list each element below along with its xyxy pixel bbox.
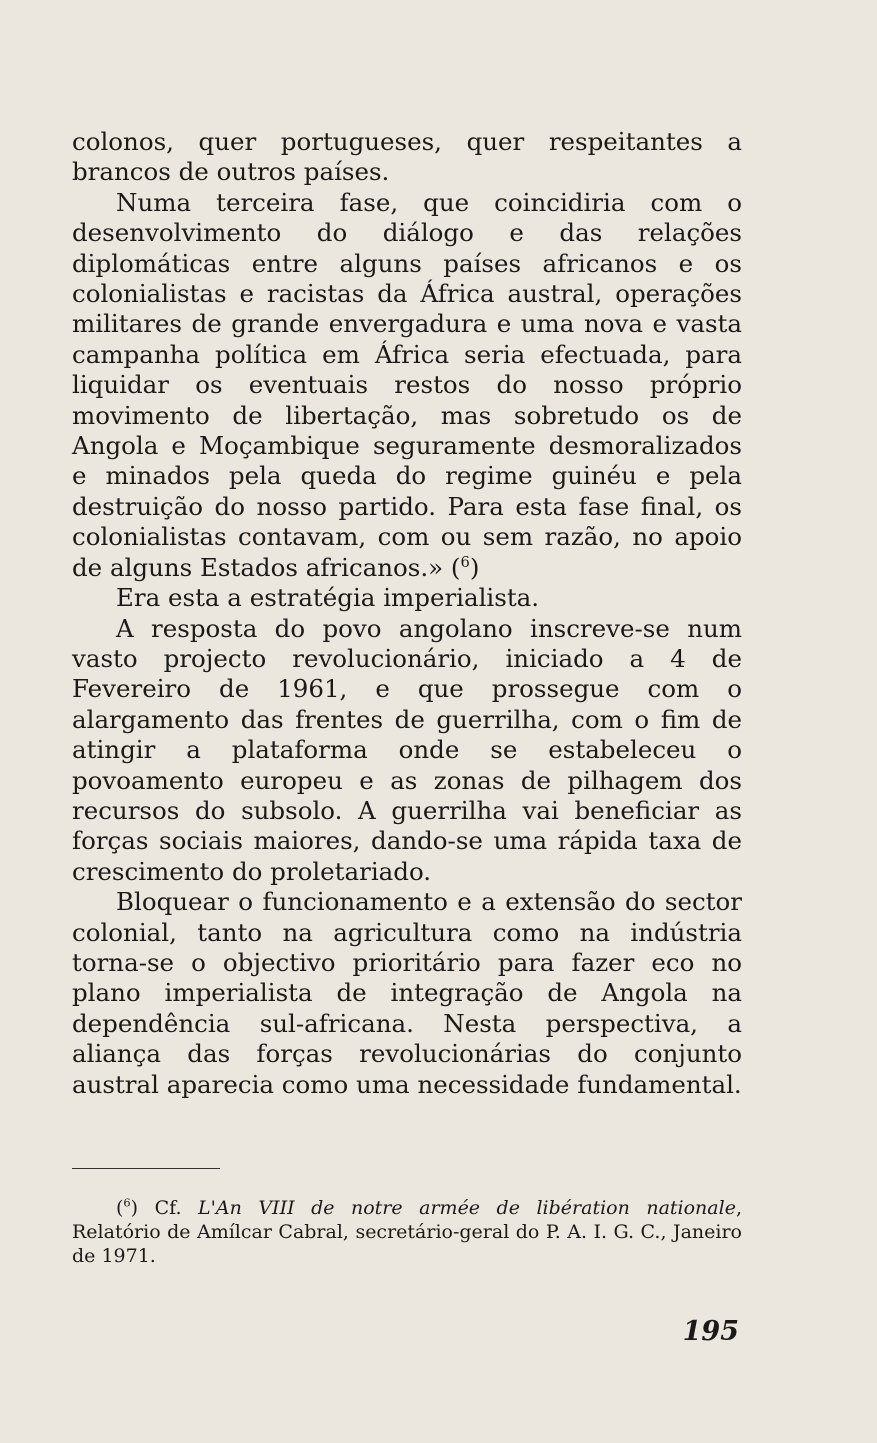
footnote-reference-close: ): [469, 552, 480, 582]
paragraph-5: Bloquear o funcionamento e a extensão do sector colonial, tanto na agricultura como na indústria torna-se o objectivo prioritário para fazer eco no plano imperialista de integração de Angola na dependência sul-africana. Nesta perspectiva, a aliança das forças revolucionárias do conjunto austral aparecia como uma necessidade fundamental.: [72, 887, 742, 1099]
footnote-text: [72, 1196, 742, 1269]
footnote-marker-close: ) Cf.: [130, 1197, 199, 1219]
page-number: 195: [682, 1316, 739, 1347]
body-text: [72, 127, 742, 1100]
footnote-rest: , Relatório de Amílcar Cabral, secretário-geral do P. A. I. G. C., Janeiro de 1971.: [72, 1197, 742, 1268]
footnote-divider: [72, 1168, 220, 1169]
paragraph-4: A resposta do povo angolano inscreve-se num vasto projecto revolucionário, iniciado a 4 de Fevereiro de 1961, e que prossegue com o alargamento das frentes de guerrilha, com o fim de atingir a plataforma onde se estabeleceu o povoamento europeu e as zonas de pilhagem dos recursos do subsolo. A guerrilha vai beneficiar as forças sociais maiores, dando-se uma rápida taxa de crescimento do proletariado.: [72, 613, 742, 886]
footnote-title: L'An VIII de notre armée de libération nationale: [198, 1197, 736, 1219]
footnote-marker-number: 6: [123, 1195, 131, 1210]
paragraph-2-text: Numa terceira fase, que coincidiria com o desenvolvimento do diálogo e das relações diplomáticas entre alguns países africanos e os colonialistas e racistas da África austral, operações militares de grande envergadura e uma nova e vasta campanha política em África seria efectuada, para liquidar os eventuais restos do nosso próprio movimento de libertação, mas sobretudo os de Angola e Moçambique seguramente desmoralizados e minados pela queda do regime guinéu e pela destruição do nosso partido. Para esta fase final, os colonialistas contavam, com ou sem razão, no apoio de alguns Estados africanos.» (: [72, 187, 742, 582]
footnote: [72, 1196, 742, 1269]
footnote-reference[interactable]: 6: [460, 553, 470, 571]
paragraph-2: [72, 188, 742, 583]
paragraph-1: colonos, quer portugueses, quer respeitantes a brancos de outros países.: [72, 127, 742, 187]
footnote-marker-open: (: [116, 1197, 124, 1219]
paragraph-3: Era esta a estratégia imperialista.: [116, 583, 540, 613]
